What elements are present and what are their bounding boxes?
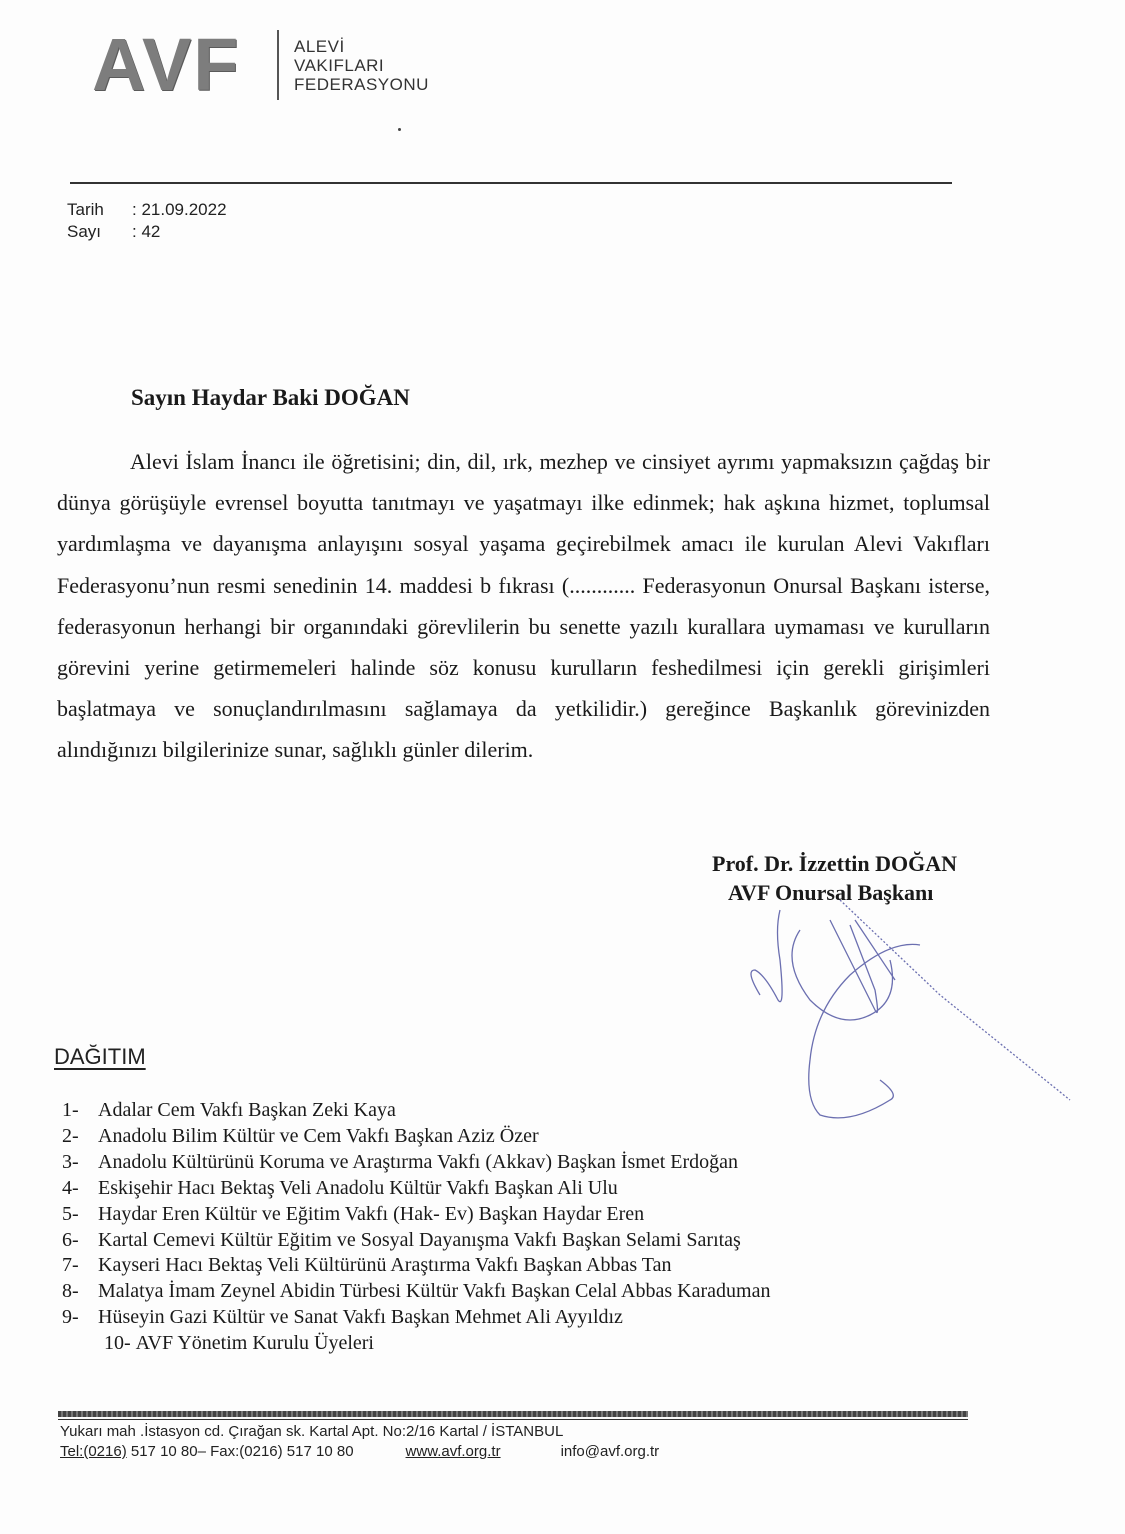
item-number: 8- [62,1280,79,1303]
signature-block [712,849,957,907]
distribution-item [62,1176,770,1202]
distribution-title: DAĞITIM [54,1044,146,1069]
item-number: 6- [62,1228,79,1251]
footer [60,1422,659,1462]
distribution-item [62,1124,770,1150]
footer-tel-label: Tel:(0216) [60,1443,127,1460]
footer-phone-fax: 517 10 80– Fax:(0216) 517 10 80 [126,1443,354,1460]
distribution-item [62,1253,770,1279]
org-name-line-3: FEDERASYONU [294,75,429,94]
footer-address: Yukarı mah .İstasyon cd. Çırağan sk. Kartal Apt. No:2/16 Kartal / İSTANBUL [60,1423,564,1440]
item-text: Eskişehir Hacı Bektaş Veli Anadolu Kültür Vakfı Başkan Ali Ulu [98,1176,618,1199]
logo-divider [277,30,279,100]
item-text: Malatya İmam Zeynel Abidin Türbesi Kültür Vakfı Başkan Celal Abbas Karaduman [98,1280,771,1303]
footer-divider [58,1411,968,1417]
item-text: Adalar Cem Vakfı Başkan Zeki Kaya [98,1099,396,1121]
date-label: Tarih [67,200,104,219]
distribution-item [62,1202,770,1228]
item-number: 10- [104,1332,131,1355]
signatory-name: Prof. Dr. İzzettin DOĞAN [712,851,958,876]
signature-stroke [830,920,878,1013]
signature-stroke [751,910,782,1002]
item-number: 2- [62,1124,79,1147]
item-text: Anadolu Kültürünü Koruma ve Araştırma Vakfı (Akkav) Başkan İsmet Erdoğan [98,1150,739,1173]
distribution-item [62,1228,770,1254]
header-divider [70,182,952,184]
signature-stroke [840,900,1070,1100]
date-value: : 21.09.2022 [132,200,227,219]
signatory-title: AVF Onursal Başkanı [728,880,934,905]
distribution-item [62,1331,770,1357]
item-number: 1- [62,1099,79,1121]
handwritten-signature [740,900,1080,1140]
document-meta [67,199,227,243]
number-label: Sayı [67,222,102,241]
organization-name [294,37,429,94]
item-number: 5- [62,1202,79,1225]
item-text: Hüseyin Gazi Kültür ve Sanat Vakfı Başkan Mehmet Ali Ayyıldız [98,1306,623,1329]
distribution-list [62,1098,770,1357]
item-text: AVF Yönetim Kurulu Üyeleri [135,1332,374,1355]
avf-logo: AVF [92,23,241,106]
distribution-item [62,1305,770,1331]
item-text: Haydar Eren Kültür ve Eğitim Vakfı (Hak- Ev) Başkan Haydar Eren [98,1202,645,1225]
org-name-line-1: ALEVİ [294,37,345,56]
footer-email[interactable]: info@avf.org.tr [560,1443,660,1460]
distribution-item [62,1279,770,1305]
distribution-item [62,1150,770,1176]
item-text: Kayseri Hacı Bektaş Veli Kültürünü Araştırma Vakfı Başkan Abbas Tan [98,1254,672,1277]
item-text: Kartal Cemevi Kültür Eğitim ve Sosyal Dayanışma Vakfı Başkan Selami Sarıtaş [98,1228,741,1251]
footer-website-link[interactable]: www.avf.org.tr [405,1443,501,1460]
number-value: : 42 [132,222,161,241]
footer-divider-thin [58,1419,968,1420]
speck [398,128,401,131]
item-text: Anadolu Bilim Kültür ve Cem Vakfı Başkan Aziz Özer [98,1124,539,1147]
distribution-item [62,1098,770,1124]
item-number: 4- [62,1176,79,1199]
signature-stroke [809,944,920,1117]
item-number: 9- [62,1306,79,1329]
item-number: 3- [62,1150,79,1173]
salutation: Sayın Haydar Baki DOĞAN [131,385,410,410]
item-number: 7- [62,1254,79,1277]
org-name-line-2: VAKIFLARI [294,56,385,75]
letter-body: Alevi İslam İnancı ile öğretisini; din, dil, ırk, mezhep ve cinsiyet ayrımı yapmaksızın çağdaş bir dünya görüşüyle evrensel boyutta tanıtmayı ve yaşatmayı ilke edinmek; hak aşkına hizmet, toplumsal yardımlaşma ve dayanışma anlayışını sosyal yaşama geçirebilmek amacı ile kurulan Alevi Vakıfları Federasyonu’nun resmi senedinin 14. maddesi b fıkrası (............ Federasyonun Onursal Başkanı isterse, federasyonun herhangi bir organındaki görevlilerin bu senette yazılı kurallara uymaması ve kurulların görevini yerine getirmemeleri halinde söz konusu kurulların feshedilmesi için gerekli girişimleri başlatmaya ve sonuçlandırılmasını sağlamaya da yetkilidir.) gereğince Başkanlık görevinizden alındığınızı bilgilerinize sunar, sağlıklı günler dilerim. [57,449,990,763]
